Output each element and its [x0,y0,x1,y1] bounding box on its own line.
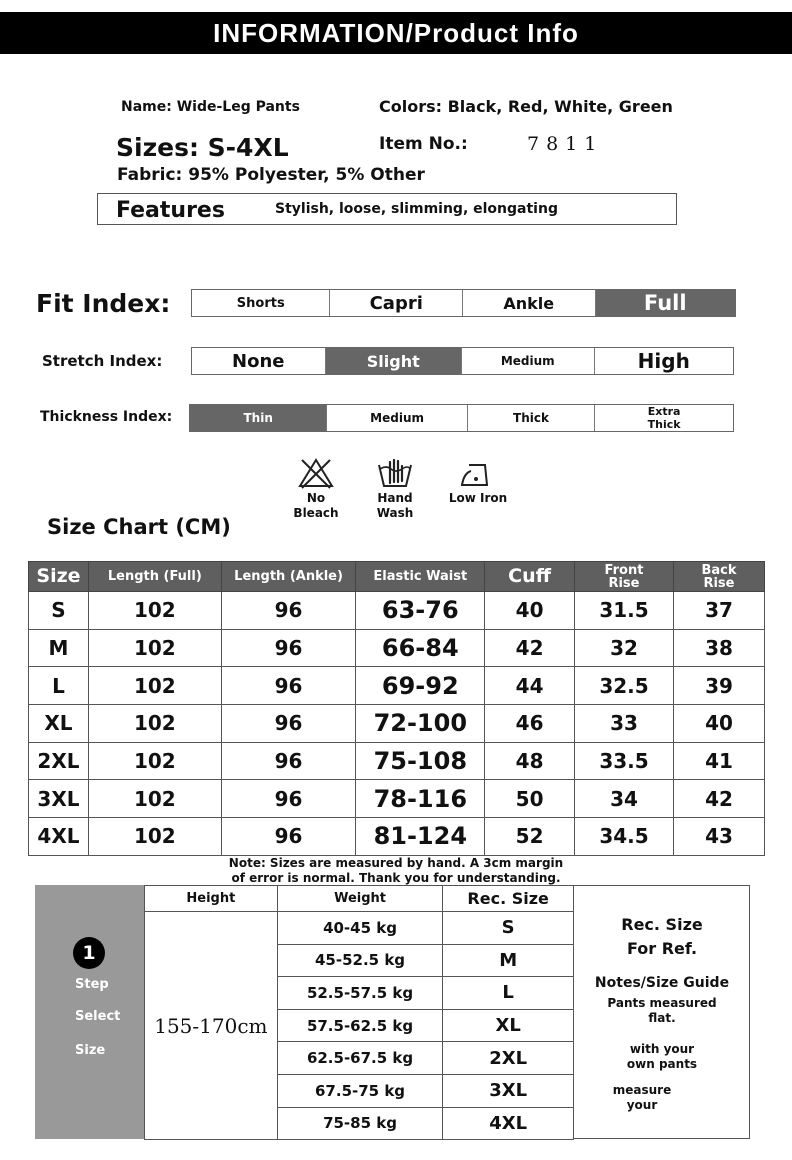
notes-line: your [626,1098,658,1112]
care-no-bleach [288,457,344,521]
notes-line: flat. [648,1011,676,1025]
table-row [29,818,765,856]
cell-front-rise: 32 [575,629,674,667]
rec-size: 3XL [443,1074,574,1107]
note-line: Note: Sizes are measured by hand. A 3cm margin [228,856,564,870]
step-word: Select [75,1009,121,1024]
size-chart-title: Size Chart (CM) [47,515,231,539]
cell-elastic-waist: 63-76 [356,592,485,630]
step-word: Size [75,1043,106,1058]
cell-length-full: 102 [88,705,221,743]
cell-front-rise: 34 [575,780,674,818]
thickness-option-extra-thick: Extra Thick [647,405,681,431]
cell-size: S [29,592,89,630]
cell-size: 4XL [29,818,89,856]
cell-length-ankle: 96 [221,818,356,856]
rec-size: M [443,944,574,977]
col-header-front-rise: Front Rise [575,562,674,592]
cell-length-full: 102 [88,592,221,630]
rec-header-size: Rec. Size [443,886,574,912]
cell-front-rise: 32.5 [575,667,674,705]
care-label: No [306,491,326,505]
col-header-back-rise: Back Rise [673,562,764,592]
cell-back-rise: 39 [673,667,764,705]
stretch-option-slight: Slight [326,348,463,374]
table-row [29,592,765,630]
col-header-elastic-waist: Elastic Waist [356,562,485,592]
cell-length-full: 102 [88,667,221,705]
notes-title: Rec. Size [621,915,703,934]
cell-elastic-waist: 69-92 [356,667,485,705]
table-row [29,780,765,818]
fit-index-scale [191,289,736,317]
cell-front-rise: 34.5 [575,818,674,856]
rec-size: S [443,912,574,945]
features-text: Stylish, loose, slimming, elongating [275,201,558,217]
cell-length-full: 102 [88,742,221,780]
rec-height-range: 155-170cm [145,912,278,1140]
rec-weight: 52.5-57.5 kg [277,977,443,1010]
col-header-length-full: Length (Full) [88,562,221,592]
fit-option-shorts: Shorts [192,290,330,316]
cell-size: XL [29,705,89,743]
rec-size: 2XL [443,1042,574,1075]
notes-guide-title: Notes/Size Guide [594,975,730,991]
cell-back-rise: 38 [673,629,764,667]
cell-back-rise: 43 [673,818,764,856]
rec-header-height: Height [145,886,278,912]
rec-size: XL [443,1009,574,1042]
cell-cuff: 46 [485,705,575,743]
features-title: Features [116,198,225,223]
header-title: INFORMATION/Product Info [0,12,792,54]
cell-size: 3XL [29,780,89,818]
col-header-length-ankle: Length (Ankle) [221,562,356,592]
thickness-option-thin: Thin [190,405,327,431]
stretch-index-label: Stretch Index: [42,352,163,370]
care-label: Bleach [293,506,339,520]
rec-size: L [443,977,574,1010]
notes-panel [574,885,750,1139]
care-label: Low Iron [448,491,508,505]
cell-back-rise: 42 [673,780,764,818]
col-header-size: Size [29,562,89,592]
thickness-index-label: Thickness Index: [40,409,173,425]
rec-header-row [145,886,574,912]
product-sizes: Sizes: S-4XL [116,133,289,162]
notes-line: Pants measured [607,996,717,1010]
thickness-option-thick: Thick [468,405,595,431]
cell-size: 2XL [29,742,89,780]
cell-length-ankle: 96 [221,742,356,780]
care-hand-wash [367,457,423,521]
no-bleach-icon [297,457,335,489]
step-panel [35,885,144,1139]
cell-back-rise: 37 [673,592,764,630]
cell-cuff: 42 [485,629,575,667]
cell-cuff: 40 [485,592,575,630]
features-box [97,193,677,225]
cell-elastic-waist: 75-108 [356,742,485,780]
rec-weight: 40-45 kg [277,912,443,945]
fit-option-full: Full [596,290,735,316]
care-label: Wash [376,506,414,520]
care-low-iron [446,457,510,506]
product-colors: Colors: Black, Red, White, Green [379,97,673,116]
fit-option-capri: Capri [330,290,463,316]
thickness-option-medium: Medium [327,405,467,431]
recommended-size-table [144,885,574,1140]
item-no-value: 7811 [527,133,604,155]
stretch-option-medium: Medium [462,348,595,374]
notes-line: with your [629,1042,695,1056]
thickness-index-scale [189,404,734,432]
cell-cuff: 44 [485,667,575,705]
cell-front-rise: 33 [575,705,674,743]
rec-weight: 45-52.5 kg [277,944,443,977]
cell-length-ankle: 96 [221,629,356,667]
cell-size: M [29,629,89,667]
cell-length-full: 102 [88,818,221,856]
cell-size: L [29,667,89,705]
cell-length-ankle: 96 [221,780,356,818]
rec-weight: 75-85 kg [277,1107,443,1140]
measurement-note [196,856,596,886]
item-no-label: Item No.: [379,134,468,154]
note-line: of error is normal. Thank you for understanding. [231,871,561,885]
table-row [29,742,765,780]
low-iron-icon [459,457,497,489]
care-label: Hand [377,491,413,505]
notes-line: measure [612,1083,672,1097]
step-word: Step [75,977,109,992]
size-chart-header-row [29,562,765,592]
product-name: Name: Wide-Leg Pants [121,99,300,115]
stretch-index-scale [191,347,734,375]
notes-line: own pants [626,1057,698,1071]
cell-elastic-waist: 78-116 [356,780,485,818]
notes-title: For Ref. [626,939,698,958]
cell-back-rise: 40 [673,705,764,743]
cell-length-ankle: 96 [221,667,356,705]
size-chart-table [28,561,765,856]
stretch-option-none: None [192,348,326,374]
cell-cuff: 48 [485,742,575,780]
table-row [29,667,765,705]
cell-length-full: 102 [88,780,221,818]
cell-elastic-waist: 66-84 [356,629,485,667]
rec-size: 4XL [443,1107,574,1140]
fit-index-label: Fit Index: [36,289,171,318]
cell-cuff: 52 [485,818,575,856]
rec-weight: 67.5-75 kg [277,1074,443,1107]
fit-option-ankle: Ankle [463,290,596,316]
cell-elastic-waist: 72-100 [356,705,485,743]
table-row [29,629,765,667]
rec-weight: 57.5-62.5 kg [277,1009,443,1042]
rec-weight: 62.5-67.5 kg [277,1042,443,1075]
cell-length-full: 102 [88,629,221,667]
cell-elastic-waist: 81-124 [356,818,485,856]
cell-length-ankle: 96 [221,705,356,743]
stretch-option-high: High [637,349,690,373]
rec-header-weight: Weight [277,886,443,912]
table-row [29,705,765,743]
step-number-badge: 1 [73,937,105,969]
table-row [145,912,574,945]
cell-length-ankle: 96 [221,592,356,630]
product-fabric: Fabric: 95% Polyester, 5% Other [117,165,425,185]
hand-wash-icon [376,457,414,489]
cell-front-rise: 31.5 [575,592,674,630]
col-header-cuff: Cuff [485,562,575,592]
cell-front-rise: 33.5 [575,742,674,780]
cell-cuff: 50 [485,780,575,818]
cell-back-rise: 41 [673,742,764,780]
